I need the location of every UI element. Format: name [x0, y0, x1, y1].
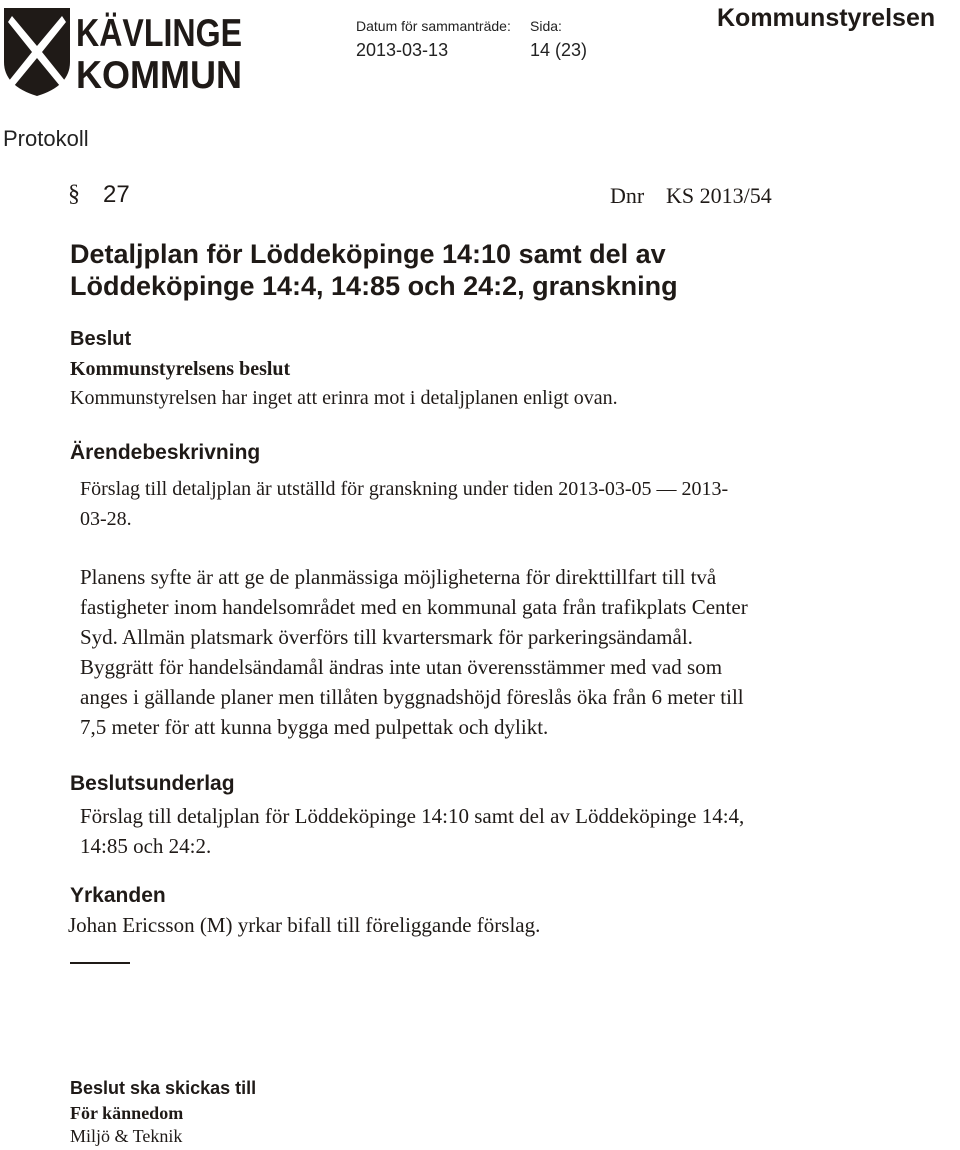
purpose-line: anges i gällande planer men tillåten byggnadshöjd föreslås öka från 6 meter till — [80, 685, 744, 709]
page-value: 14 (23) — [530, 40, 588, 60]
purpose-line: Planens syfte är att ge de planmässiga möjligheterna för direkttillfart till två — [80, 565, 717, 589]
kavlinge-kommun-logo — [2, 6, 246, 96]
meeting-date-value: 2013-03-13 — [356, 40, 449, 60]
yrkanden-text: Johan Ericsson (M) yrkar bifall till föreliggande förslag. — [68, 913, 541, 937]
distribution-recipient: Miljö & Teknik — [70, 1126, 183, 1146]
beslut-text: Kommunstyrelsen har inget att erinra mot i detaljplanen enligt ovan. — [70, 387, 618, 409]
beslut-subheading: Kommunstyrelsens beslut — [70, 358, 291, 380]
title-line2: Löddeköpinge 14:4, 14:85 och 24:2, granskning — [70, 271, 678, 301]
underlag-text — [80, 801, 744, 861]
distribution-subheading: För kännedom — [70, 1103, 184, 1123]
purpose-line: Syd. Allmän platsmark överförs till kvartersmark för parkeringsändamål. — [80, 625, 693, 649]
arende-line2: 03-28. — [80, 508, 132, 530]
purpose-line: Byggrätt för handelsändamål ändras inte utan överensstämmer med vad som — [80, 655, 723, 679]
yrkanden-heading: Yrkanden — [70, 884, 166, 907]
paragraph-number: 27 — [103, 181, 130, 208]
logo-line2: KOMMUN — [76, 54, 242, 97]
page-label: Sida: — [530, 18, 562, 34]
board-name: Kommunstyrelsen — [717, 4, 936, 32]
section-divider — [70, 962, 130, 964]
page-title — [70, 238, 678, 302]
dnr-value: KS 2013/54 — [666, 183, 772, 208]
distribution-heading: Beslut ska skickas till — [70, 1078, 257, 1098]
arende-intro — [80, 474, 728, 534]
title-line1: Detaljplan för Löddeköpinge 14:10 samt del av — [70, 239, 666, 269]
document-type: Protokoll — [3, 126, 89, 151]
underlag-heading: Beslutsunderlag — [70, 772, 235, 795]
coat-of-arms-shield — [4, 8, 70, 96]
meeting-date-label: Datum för sammanträde: — [356, 18, 511, 34]
arende-purpose — [80, 562, 748, 742]
logo-line1: KÄVLINGE — [76, 12, 242, 55]
purpose-line: 7,5 meter för att kunna bygga med pulpettak och dylikt. — [80, 715, 549, 739]
underlag-line2: 14:85 och 24:2. — [80, 834, 212, 858]
section-mark: § — [68, 181, 80, 207]
underlag-line1: Förslag till detaljplan för Löddeköpinge 14:10 samt del av Löddeköpinge 14:4, — [80, 804, 745, 828]
arende-heading: Ärendebeskrivning — [70, 441, 261, 464]
arende-line1: Förslag till detaljplan är utställd för granskning under tiden 2013-03-05 — 2013- — [80, 478, 729, 500]
dnr-label: Dnr — [610, 183, 645, 208]
purpose-line: fastigheter inom handelsområdet med en kommunal gata från trafikplats Center — [80, 595, 748, 619]
beslut-heading: Beslut — [70, 328, 132, 350]
